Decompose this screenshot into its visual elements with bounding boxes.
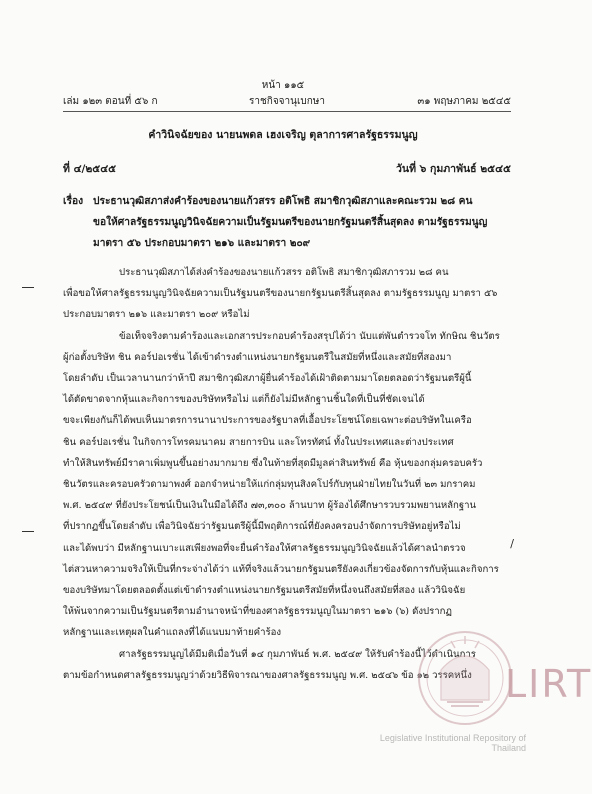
watermark-subtitle: Legislative Institutional Repository of Thailand: [379, 733, 526, 753]
header-rule: [63, 111, 511, 112]
case-date: วันที่ ๖ กุมภาพันธ์ ๒๕๔๕: [396, 163, 511, 175]
page-number: หน้า ๑๑๕: [261, 80, 305, 91]
gazette-volume: เล่ม ๑๒๓ ตอนที่ ๕๖ ก: [63, 96, 158, 107]
watermark-logo-text: LIRT: [505, 662, 592, 706]
paragraph-2: ข้อเท็จจริงตามคำร้องและเอกสารประกอบคำร้องสรุปได้ว่า นับแต่พันตำรวจโท ทักษิณ ชินวัตร ผู้ก่อตั้งบริษัท ชิน คอร์ปอเรชั่น ได้เข้าดำรงตำแหน่งนายกรัฐมนตรีในสมัยที่หนึ่งและสมัยที่สองมา โดยลำดับ เป็นเวลานานกว่าห้าปี สมาชิกวุฒิสภาผู้ยื่นคำร้องได้เฝ้าติดตามมาโดยตลอดว่ารัฐมนตรีผู้นี้ ได้ตัดขาดจากหุ้นและกิจการของบริษัทหรือไม่ แต่ก็ยังไม่มีหลักฐานชิ้นใดที่เป็นที่ชัดเจนได้ ขจะเพียงกันก็ได้พบเห็นมาตรการนานาประการของรัฐบาลที่เอื้อประโยชน์โดยเฉพาะต่อบริษัทในเครือ ชิน คอร์ปอเรชั่น ในกิจการโทรคมนาคม สายการบิน และโทรทัศน์ ทั้งในประเทศและต่างประเทศ ทำให้สินทรัพย์มีราคาเพิ่มพูนขึ้นอย่างมากมาย ซึ่งในท้ายที่สุดมีมูลค่าสินทรัพย์ คือ หุ้นของกลุ่มครอบครัว ชินวัตรและครอบครัวดามาพงศ์ ออกจำหน่ายให้แก่กลุ่มทุนสิงคโปร์กับทุนฝ่ายไทยในวันที่ ๒๓ มกราคม พ.ศ. ๒๕๔๙ ที่ยังประโยชน์เป็นเงินในมือได้ถึง ๗๓,๓๐๐ ล้านบาท ผู้ร้องได้ศึกษารวบรวมพยานหลักฐาน ที่ปรากฏขึ้นโดยลำดับ เพื่อวินิจฉัยว่ารัฐมนตรีผู้นี้มีพฤติการณ์ที่ยังคงครอบงำจัดการบริษัทอยู่หรือไม่ และได้พบว่า มีหลักฐานเบาะแสเพียงพอที่จะยื่นคำร้องให้ศาลรัฐธรรมนูญวินิจฉัยแล้วได้ศาลนำตรวจ ไต่สวนหาความจริงให้เป็นที่กระจ่างได้ว่า แท้ที่จริงแล้วนายกรัฐมนตรียังคงเกี่ยวข้องจัดการกับหุ้นและกิจการ ของบริษัทมาโดยตลอดตั้งแต่เข้าดำรงตำแหน่งนายกรัฐมนตรีสมัยที่หนึ่งจนถึงสมัยที่สอง แล้ววินิจฉัย ให้พ้นจากความเป็นรัฐมนตรีตามอำนาจหน้าที่ของศาลรัฐธรรมนูญในมาตรา ๒๑๖ (๖) ดังปรากฏ หลักฐานและเหตุผลในคำแถลงที่ได้แนบมาท้ายคำร้อง: [63, 330, 500, 639]
subject-block: [63, 191, 518, 254]
paragraph-3: ศาลรัฐธรรมนูญได้มีมติเมื่อวันที่ ๑๔ กุมภาพันธ์ พ.ศ. ๒๕๔๙ ให้รับคำร้องนี้ไว้ดำเนินการ ตามข้อกำหนดศาลรัฐธรรมนูญว่าด้วยวิธีพิจารณาของศาลรัฐธรรมนูญ พ.ศ. ๒๕๔๖ ข้อ ๑๒ วรรคหนึ่ง: [63, 648, 476, 681]
subject-label: เรื่อง: [63, 195, 84, 207]
case-number: ที่ ๔/๒๕๔๕: [63, 163, 117, 175]
document-title: คำวินิจฉัยของ นายนพดล เฮงเจริญ ตุลาการศาลรัฐธรรมนูญ: [148, 129, 418, 141]
gazette-name: ราชกิจจานุเบกษา: [248, 96, 326, 107]
hole-punch-mark: [22, 531, 34, 532]
hole-punch-mark: [22, 287, 34, 288]
margin-mark: /: [510, 537, 514, 550]
gazette-date: ๓๑ พฤษภาคม ๒๕๔๕: [417, 96, 511, 107]
subject-text: ประธานวุฒิสภาส่งคำร้องของนายแก้วสรร อติโพธิ สมาชิกวุฒิสภาและคณะรวม ๒๘ คน ขอให้ศาลรัฐธรรมนูญวินิจฉัยความเป็นรัฐมนตรีของนายกรัฐมนตรีสิ้นสุดลง ตามรัฐธรรมนูญ มาตรา ๕๖ ประกอบมาตรา ๒๑๖ และมาตรา ๒๐๙: [93, 195, 488, 249]
paragraph-1: ประธานวุฒิสภาได้ส่งคำร้องของนายแก้วสรร อติโพธิ สมาชิกวุฒิสภารวม ๒๘ คน เพื่อขอให้ศาลรัฐธรรมนูญวินิจฉัยความเป็นรัฐมนตรีของนายกรัฐมนตรีสิ้นสุดลง ตามรัฐธรรมนูญ มาตรา ๕๖ ประกอบมาตรา ๒๑๖ และมาตรา ๒๐๙ หรือไม่: [63, 267, 498, 321]
